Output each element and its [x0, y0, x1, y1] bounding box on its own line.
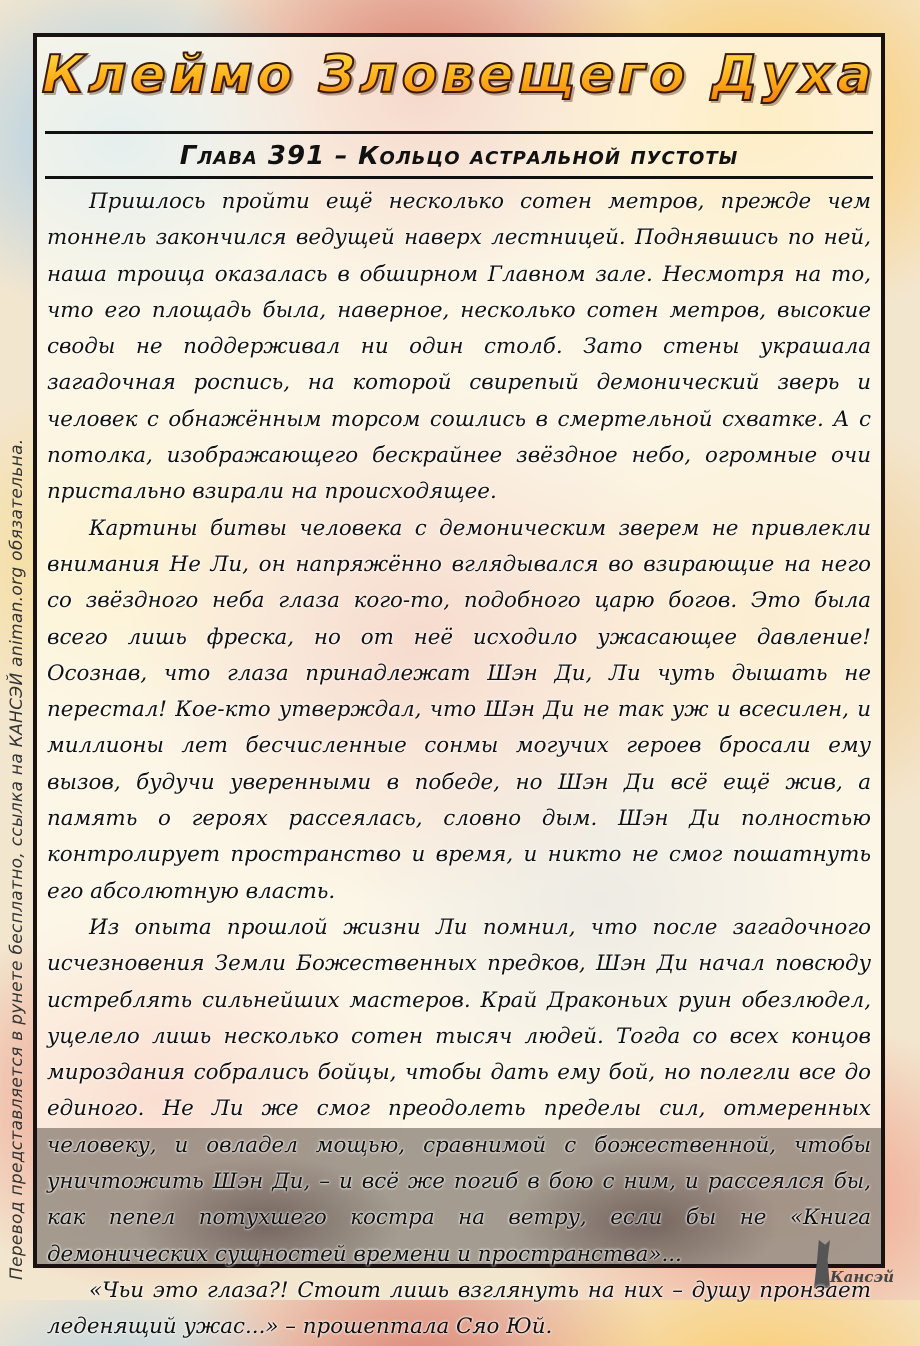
chapter-number: Глава 391	[179, 141, 326, 171]
translation-notice: Перевод представляется в рунете бесплатно, ссылка на КАНСЭЙ animan.org обязательна.	[7, 438, 27, 1280]
series-title: Клеймо Зловещего Духа	[37, 45, 881, 105]
paragraph: Картины битвы человека с демоническим зверем не привлекли внимания Не Ли, он напряжённо вглядывался во взирающие на него со звёздного неба глаза кого-то, подобного царю богов. Это была всего лишь фреска, но от неё исходило ужасающее давление! Осознав, что глаза принадлежат Шэн Ди, Ли чуть дышать не перестал! Кое-кто утверждал, что Шэн Ди не так уж и всесилен, и миллионы лет бесчисленные сонмы могучих героев бросали ему вызов, будучи уверенными в победе, но Шэн Ди всё ещё жив, а память о героях рассеялась, словно дым. Шэн Ди полностью контролирует пространство и время, и никто не смог пошатнуть его абсолютную власть.	[47, 515, 871, 904]
logo-text: Кансэй	[830, 1268, 895, 1286]
paragraph: Из опыта прошлой жизни Ли помнил, что после загадочного исчезновения Земли Божественных предков, Шэн Ди начал повсюду истреблять сильнейших мастеров. Край Драконьих руин обезлюдел, уцелело лишь несколько сотен тысяч людей. Тогда со всех концов мироздания собрались бойцы, чтобы дать ему бой, но полегли все до единого. Не Ли же смог преодолеть пределы сил, отмеренных человеку, и овладел мощью, сравнимой с божественной, чтобы уничтожить Шэн Ди, – и всё же погиб в бою с ним, и рассеялся бы, как пепел потухшего костра на ветру, если бы не «Книга демонических сущностей времени и пространства»...	[47, 914, 871, 1267]
divider-top	[45, 131, 873, 134]
chapter-separator: –	[334, 141, 349, 170]
chapter-title: Кольцо астральной пустоты	[358, 141, 739, 170]
chapter-heading	[37, 141, 881, 171]
chapter-body	[47, 184, 871, 1346]
paragraph-quote: «Чьи это глаза?! Стоит лишь взглянуть на них – душу пронзает леденящий ужас...» – прошептала Сяо Юй.	[47, 1277, 871, 1340]
paragraph: Пришлось пройти ещё несколько сотен метров, прежде чем тоннель закончился ведущей наверх лестницей. Поднявшись по ней, наша троица оказалась в обширном Главном зале. Несмотря на то, что его площадь была, наверное, несколько сотен метров, высокие своды не поддерживал ни один столб. Зато стены украшала загадочная роспись, на которой свирепый демонический зверь и человек с обнажённым торсом сошлись в смертельной схватке. А с потолка, изображающего бескрайнее звёздное небо, огромные очи пристально взирали на происходящее.	[47, 189, 871, 505]
divider-bottom	[45, 176, 873, 179]
